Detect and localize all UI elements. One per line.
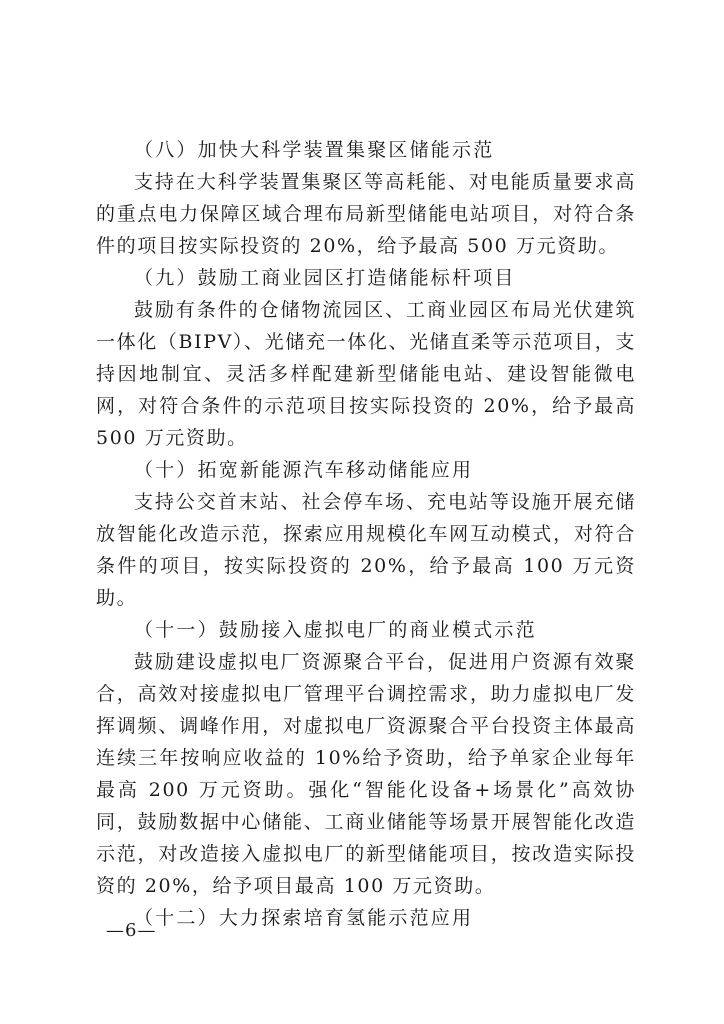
section-paragraph-10: 支持公交首末站、社会停车场、充电站等设施开展充储放智能化改造示范，探索应用规模化车网互动模式，对符合条件的项目，按实际投资的 20%，给予最高 100 万元资助。 [96, 491, 636, 609]
section-paragraph-11: 鼓励建设虚拟电厂资源聚合平台，促进用户资源有效聚合，高效对接虚拟电厂管理平台调控需求，助力虚拟电厂发挥调频、调峰作用，对虚拟电厂资源聚合平台投资主体最高连续三年按响应收益的 10%给予资助，给予单家企业每年最高 200 万元资助。强化“智能化设备+场景化”高效协同，鼓励数据中心储能、工商业储能等场景开展智能化改造示范，对改造接入虚拟电厂的新型储能项目，按改造实际投资的 20%，给予项目最高 100 万元资助。 [96, 651, 636, 897]
section-paragraph-8: 支持在大科学装置集聚区等高耗能、对电能质量要求高的重点电力保障区域合理布局新型储能电站项目，对符合条件的项目按实际投资的 20%，给予最高 500 万元资助。 [96, 171, 636, 257]
section-heading-11: （十一）鼓励接入虚拟电厂的商业模式示范 [134, 619, 537, 641]
page-number: —6— [106, 920, 157, 941]
section-heading-12: （十二）大力探索培育氢能示范应用 [134, 907, 474, 929]
section-paragraph-9: 鼓励有条件的仓储物流园区、工商业园区布局光伏建筑一体化（BIPV）、光储充一体化、光储直柔等示范项目，支持因地制宜、灵活多样配建新型储能电站、建设智能微电网，对符合条件的示范项目按实际投资的 20%，给予最高 500 万元资助。 [96, 299, 636, 449]
section-heading-8: （八）加快大科学装置集聚区储能示范 [134, 139, 495, 161]
section-heading-9: （九）鼓励工商业园区打造储能标杆项目 [134, 267, 516, 289]
section-heading-10: （十）拓宽新能源汽车移动储能应用 [134, 459, 474, 481]
document-body [96, 134, 636, 934]
